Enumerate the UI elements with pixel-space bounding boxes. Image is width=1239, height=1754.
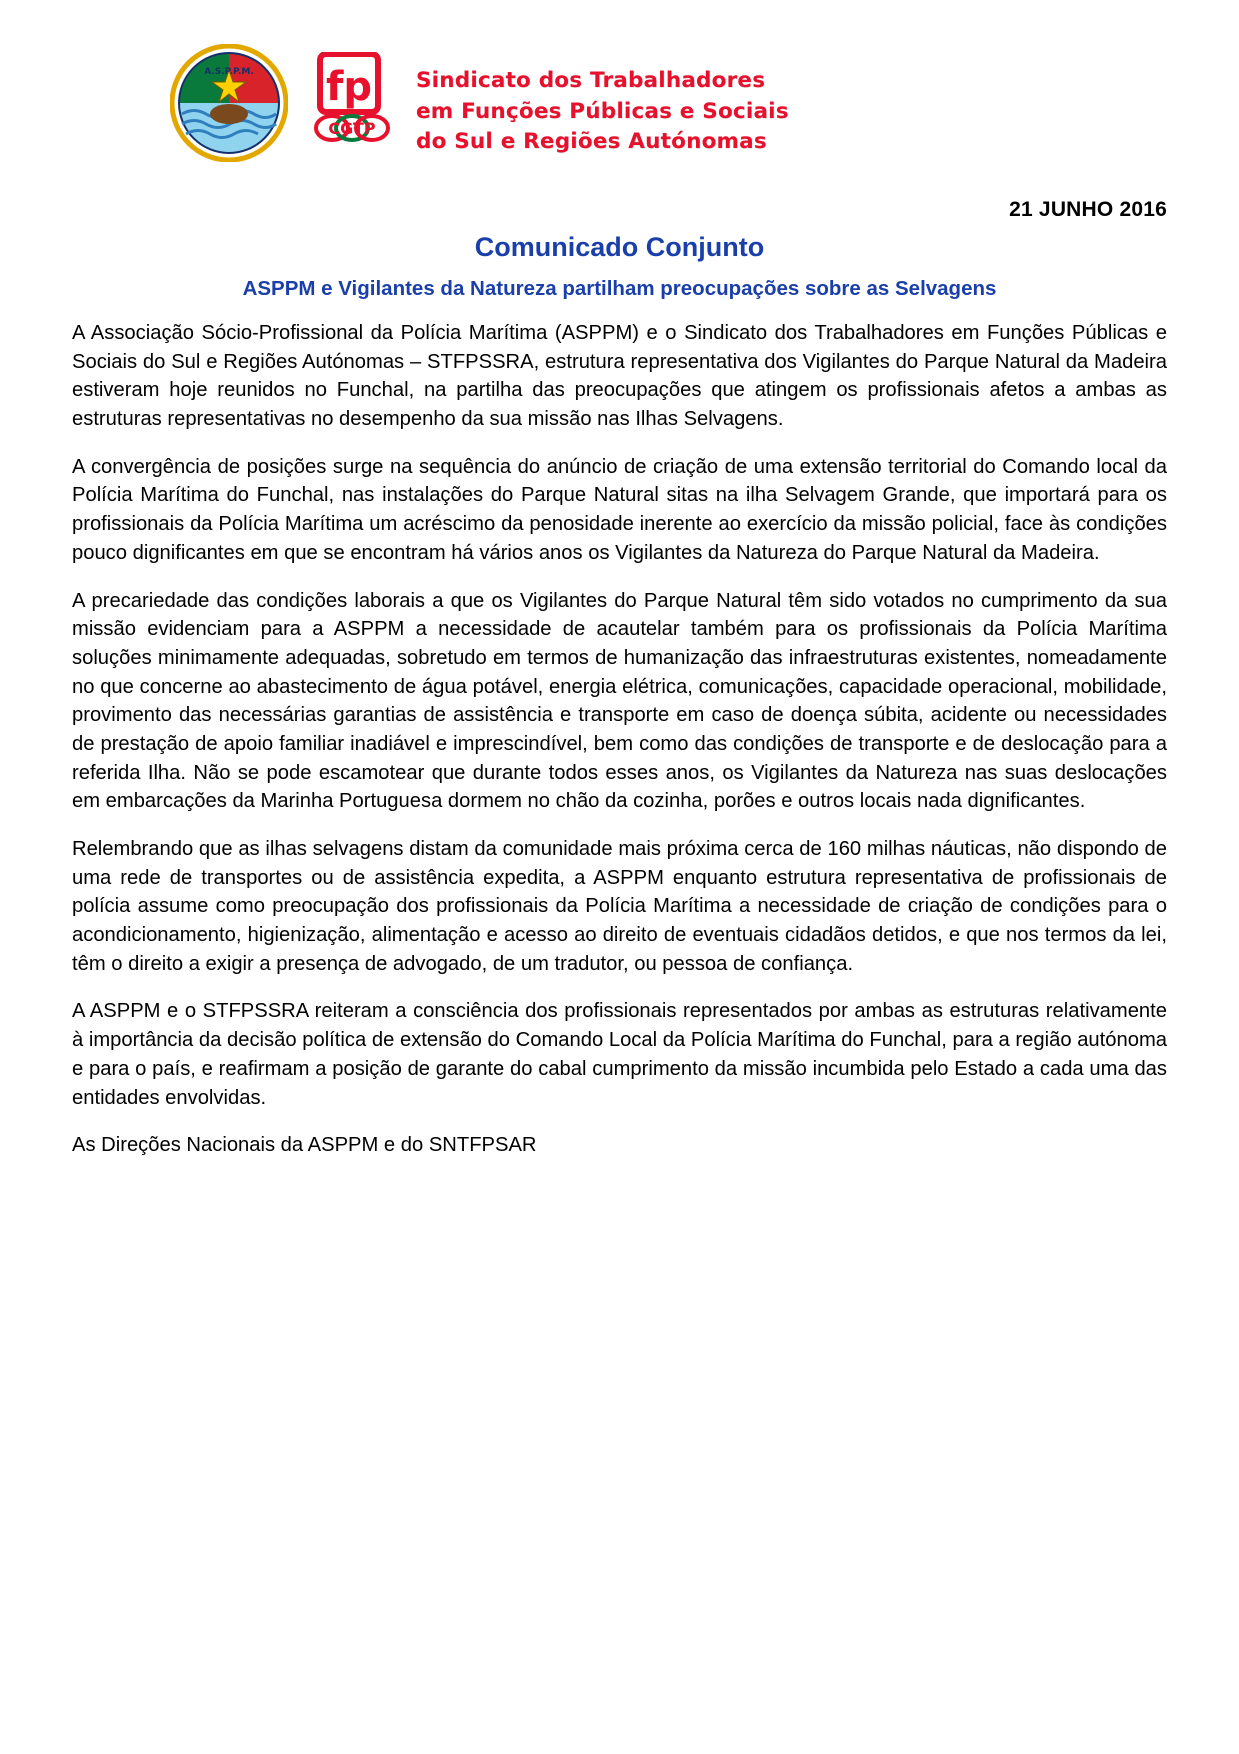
paragraph-4: Relembrando que as ilhas selvagens distam da comunidade mais próxima cerca de 160 milhas náuticas, não dispondo de uma rede de transportes ou de assistência expedita, a ASPPM enquanto estrutura representativa de profissionais de polícia assume como preocupação dos profissionais da Polícia Marítima a necessidade de criação de condições para o acondicionamento, higienização, alimentação e acesso ao direito de eventuais cidadãos detidos, e que nos termos da lei, têm o direito a exigir a presença de advogado, de um tradutor, ou pessoa de confiança. xyxy=(72,838,1167,975)
document-date: 21 JUNHO 2016 xyxy=(1009,198,1167,221)
union-name-line-2: em Funções Públicas e Sociais xyxy=(416,98,789,124)
paragraph-3: A precariedade das condições laborais a que os Vigilantes do Parque Natural têm sido votados no cumprimento da sua missão evidenciam para a ASPPM a necessidade de acautelar também para os profissionais da Polícia Marítima soluções minimamente adequadas, sobretudo em termos de humanização das infraestruturas existentes, nomeadamente no que concerne ao abastecimento de água potável, energia elétrica, comunicações, capacidade operacional, mobilidade, provimento das necessárias garantias de assistência e transporte em caso de doença súbita, acidente ou necessidades de prestação de apoio familiar inadiável e imprescindível, bem como das condições de transporte e de deslocação para a referida Ilha. Não se pode escamotear que durante todos esses anos, os Vigilantes da Natureza nas suas deslocações em embarcações da Marinha Portuguesa dormem no chão da cozinha, porões e outros locais nada dignificantes. xyxy=(72,589,1167,813)
svg-text:fp: fp xyxy=(325,64,373,110)
svg-text:A.S.P.P.M.: A.S.P.P.M. xyxy=(204,67,254,77)
paragraph-1: A Associação Sócio-Profissional da Polícia Marítima (ASPPM) e o Sindicato dos Trabalhadores em Funções Públicas e Sociais do Sul e Regiões Autónomas – STFPSSRA, estrutura representativa dos Vigilantes do Parque Natural da Madeira estiveram hoje reunidos no Funchal, na partilha das preocupações que atingem os profissionais afetos a ambas as estruturas representativas no desempenho da sua missão nas Ilhas Selvagens. xyxy=(72,322,1167,431)
letterhead xyxy=(72,44,1167,184)
fp-logo-icon xyxy=(306,44,398,169)
signoff: As Direções Nacionais da ASPPM e do SNTFPSAR xyxy=(72,1134,537,1157)
document-body xyxy=(72,319,1167,1160)
union-name xyxy=(416,44,789,158)
page-subtitle: ASPPM e Vigilantes da Natureza partilham preocupações sobre as Selvagens xyxy=(242,277,997,300)
page-title: Comunicado Conjunto xyxy=(474,232,765,262)
paragraph-5: A ASPPM e o STFPSSRA reiteram a consciência dos profissionais representados por ambas as estruturas relativamente à importância da decisão política de extensão do Comando Local da Polícia Marítima do Funchal, para a região autónoma e para o país, e reafirmam a posição de garante do cabal cumprimento da missão incumbida pelo Estado a cada uma das entidades envolvidas. xyxy=(72,1000,1167,1109)
union-name-line-3: do Sul e Regiões Autónomas xyxy=(416,129,767,155)
asppm-crest-icon xyxy=(170,44,288,162)
paragraph-2: A convergência de posições surge na sequência do anúncio de criação de uma extensão territorial do Comando local da Polícia Marítima do Funchal, nas instalações do Parque Natural sitas na ilha Selvagem Grande, que importará para os profissionais da Polícia Marítima um acréscimo da penosidade inerente ao exercício da missão policial, face às condições pouco dignificantes em que se encontram há vários anos os Vigilantes da Natureza do Parque Natural da Madeira. xyxy=(72,455,1167,564)
union-name-line-1: Sindicato dos Trabalhadores xyxy=(416,68,766,93)
svg-text:CGTP: CGTP xyxy=(328,119,376,138)
